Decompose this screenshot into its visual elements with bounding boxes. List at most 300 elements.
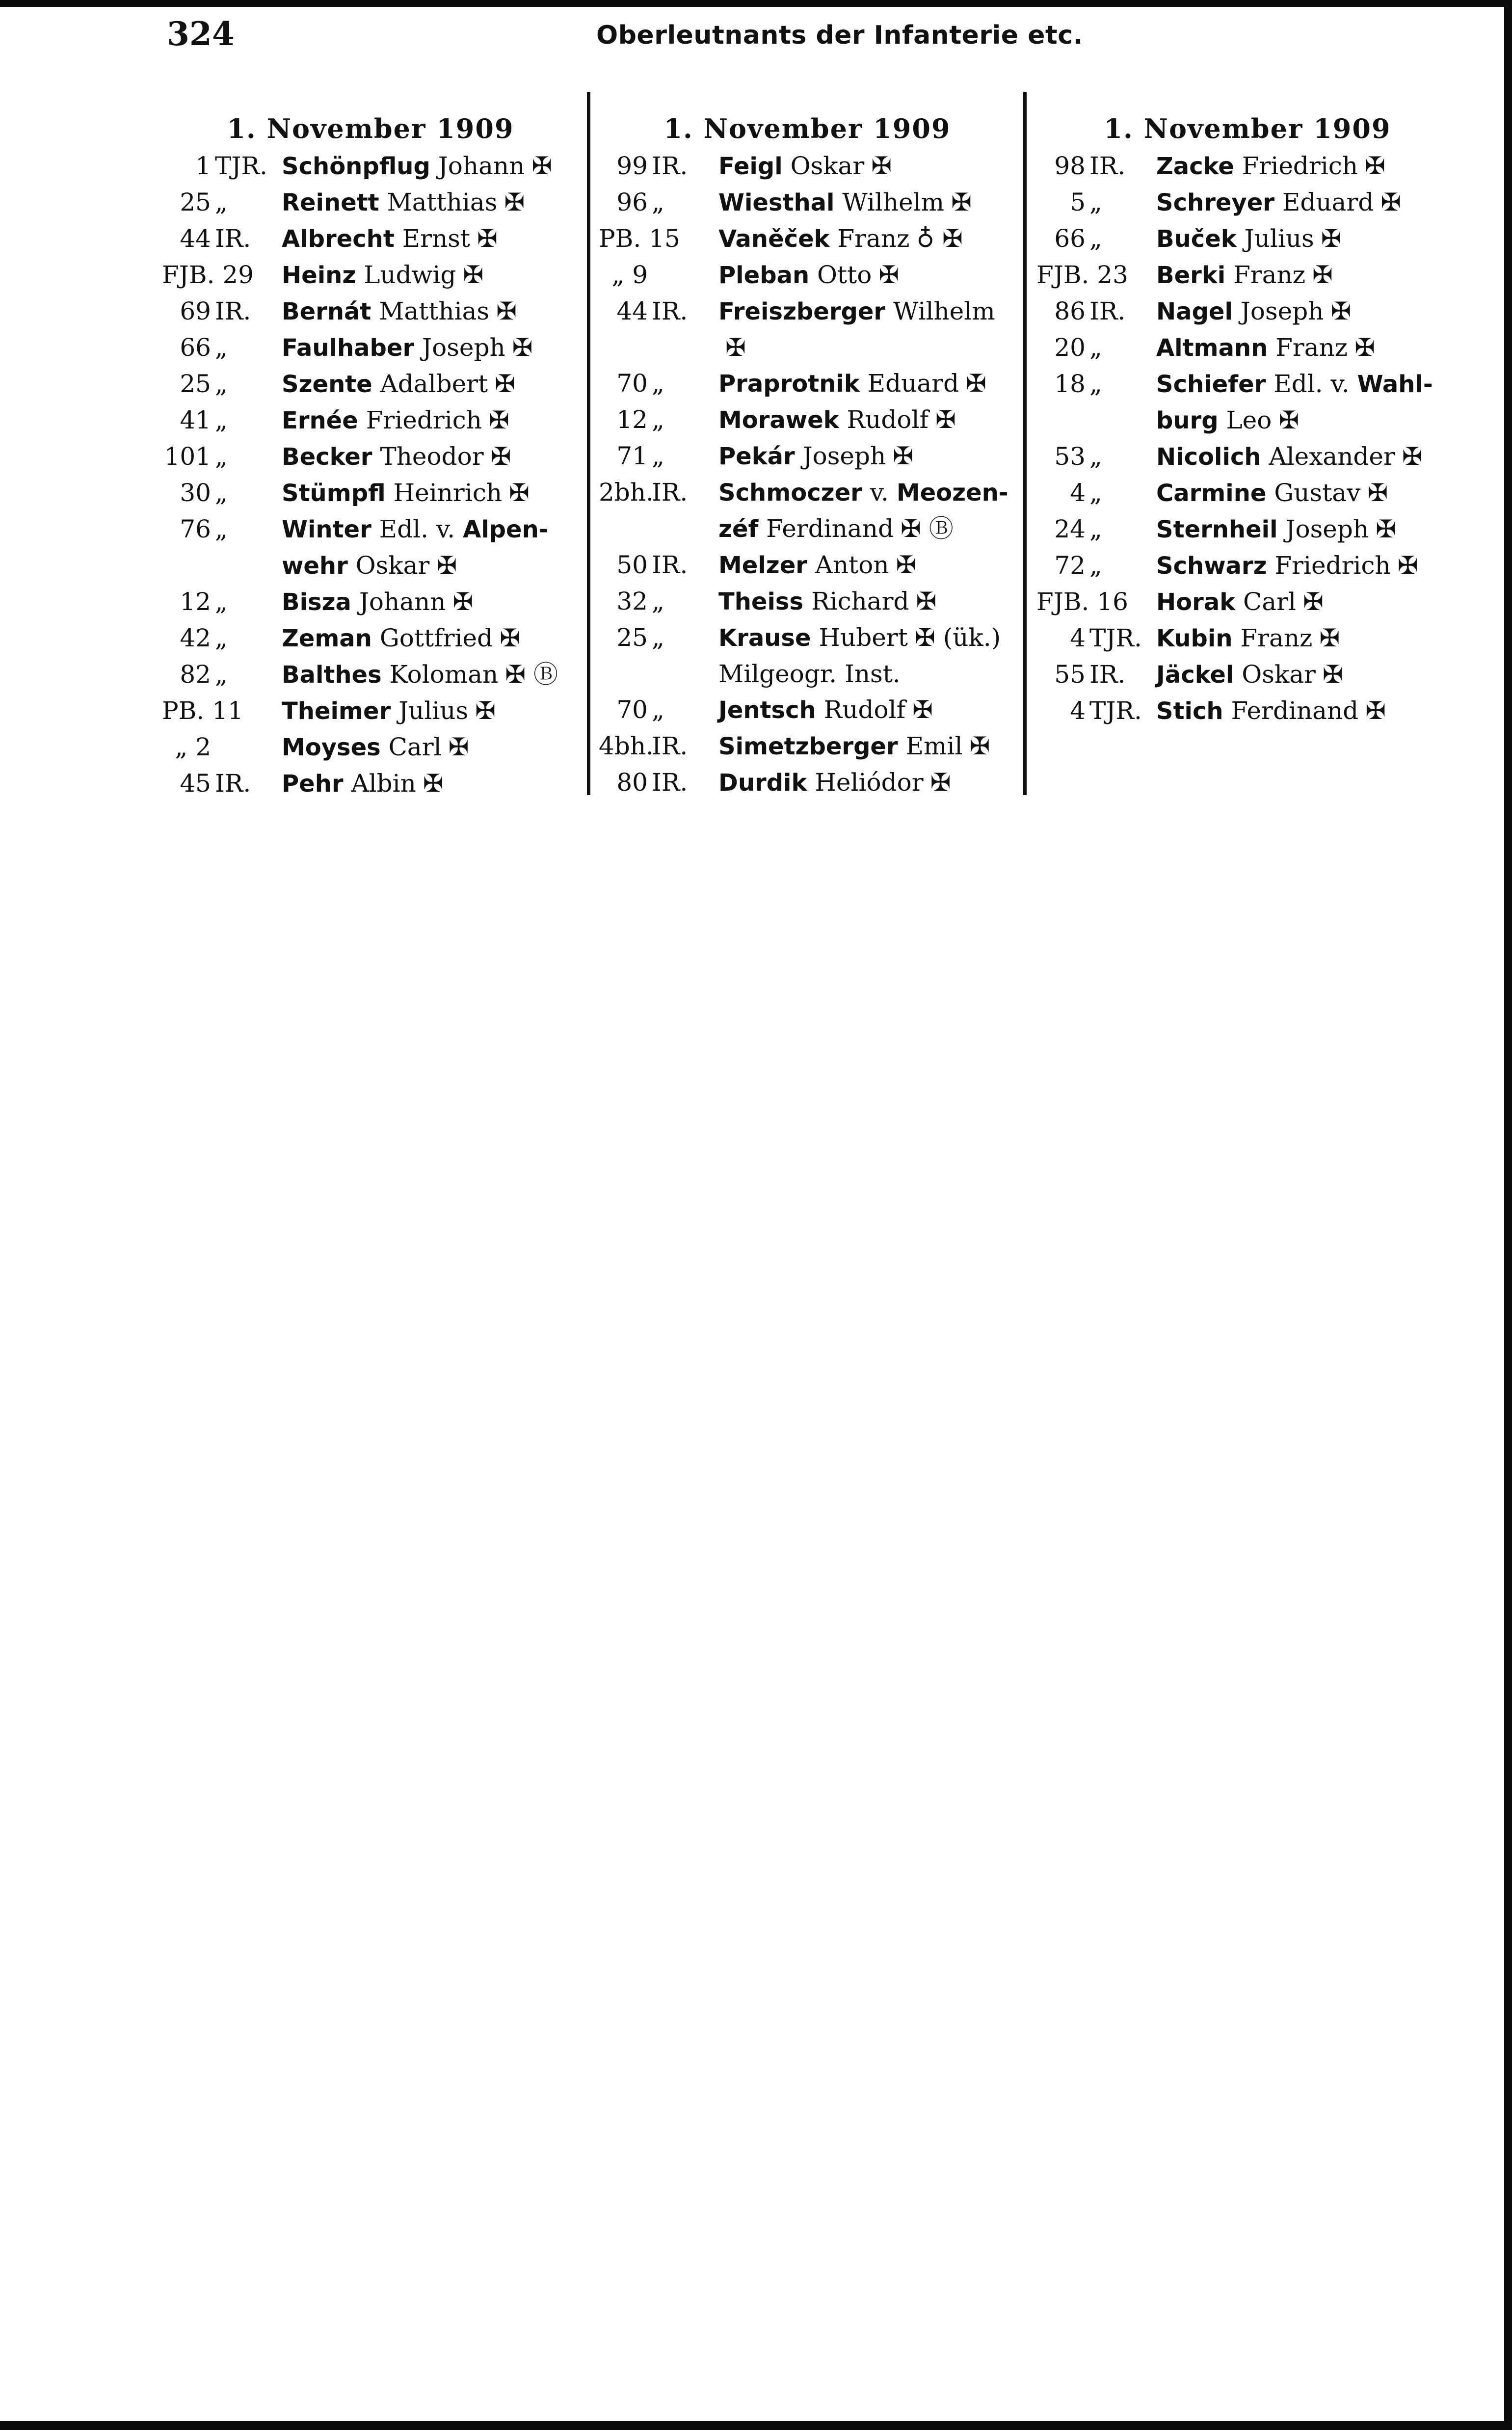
- officer-name: [282, 294, 579, 330]
- name-line: [718, 402, 1016, 438]
- officer-name: [282, 185, 579, 221]
- given-name: Theodor: [380, 442, 484, 471]
- surname: Faulhaber: [282, 334, 415, 362]
- column-divider: [1023, 92, 1027, 795]
- officer-name: [1156, 548, 1459, 584]
- name-line: [718, 511, 1016, 547]
- given-name: Matthias: [379, 297, 490, 325]
- officer-name: [282, 620, 579, 657]
- officer-name: [718, 221, 1016, 257]
- decoration-cross-icon: ✠: [871, 152, 892, 180]
- regiment-type: TJR.: [1089, 624, 1142, 652]
- given-name: Ludwig: [364, 261, 456, 289]
- decoration-cross-icon: ✠: [509, 479, 530, 507]
- decoration-cross-icon: ✠: [951, 188, 972, 216]
- name-line: [1156, 475, 1459, 511]
- decoration-cross-icon: ✠: [512, 333, 533, 362]
- decoration-cross-icon: ✠: [1402, 442, 1423, 471]
- name-line: [1156, 657, 1459, 693]
- decoration-cross-icon: ✠: [725, 333, 746, 362]
- officer-entry: [162, 330, 579, 366]
- regiment-number: PB. 15: [599, 224, 680, 253]
- given-name: Eduard: [1282, 188, 1374, 216]
- officer-entry: [162, 620, 579, 657]
- officer-entry: [162, 221, 579, 257]
- officer-name: [718, 257, 1016, 294]
- regiment-type: [652, 257, 715, 294]
- regiment-type: IR.: [1089, 152, 1126, 180]
- given-name: Eduard: [867, 369, 959, 398]
- officer-name: [282, 657, 579, 693]
- regiment-number: 72: [1054, 551, 1086, 580]
- given-name: Wilhelm: [893, 297, 995, 325]
- given-name: Milgeogr. Inst.: [718, 660, 901, 688]
- officer-name: [718, 475, 1016, 547]
- officer-entry: [162, 402, 579, 439]
- given-name: Oskar: [790, 152, 865, 180]
- regiment-number: 25: [180, 370, 211, 398]
- officer-name: [1156, 366, 1459, 439]
- decoration-cross-icon: ✠: [1330, 297, 1352, 325]
- regiment-number: 50: [616, 551, 648, 579]
- surname: Stümpfl: [282, 480, 386, 507]
- regiment-number: 30: [180, 479, 211, 507]
- regiment-number: 42: [180, 624, 211, 652]
- decoration-cross-icon: ✠: [1397, 551, 1418, 580]
- officer-name: [282, 439, 579, 475]
- name-line: [718, 728, 1016, 765]
- officer-name: [282, 729, 579, 766]
- decoration-cross-icon: ✠: [1278, 406, 1300, 434]
- name-line: [718, 692, 1016, 728]
- officer-name: [282, 366, 579, 402]
- surname: Bisza: [282, 588, 351, 616]
- officer-name: [1156, 620, 1459, 657]
- decoration-cross-icon: ✠: [490, 442, 511, 471]
- regiment-number: 70: [616, 695, 648, 724]
- officer-entry: [162, 766, 579, 802]
- name-line: [1156, 584, 1459, 620]
- name-line: [1156, 620, 1459, 657]
- name-line: [1156, 294, 1459, 330]
- regiment-number: 32: [616, 587, 648, 615]
- regiment-type: „: [1089, 188, 1102, 216]
- column-heading: 1. November 1909: [1104, 113, 1391, 144]
- name-line: [282, 366, 579, 402]
- surname: Krause: [718, 624, 811, 652]
- given-name: Oskar: [355, 551, 430, 580]
- name-line: [718, 148, 1016, 185]
- given-name: Ferdinand: [766, 514, 894, 543]
- given-name: Julius: [1244, 224, 1314, 253]
- regiment-number: „ 9: [611, 261, 648, 289]
- given-name: Gustav: [1274, 479, 1361, 507]
- decoration-cross-icon: ✠: [488, 406, 509, 434]
- given-name: v.: [870, 478, 889, 507]
- decoration-cross-icon: ✠: [1322, 660, 1343, 689]
- regiment-type: „: [1089, 224, 1102, 253]
- surname: Theiss: [718, 588, 804, 615]
- regiment-number: 12: [616, 405, 648, 434]
- officer-entry: [162, 475, 579, 511]
- regiment-number: 4: [1070, 696, 1086, 725]
- regiment-number: 4bh.: [599, 732, 654, 760]
- officer-entry: [599, 257, 1016, 294]
- officer-entry: [599, 584, 1016, 620]
- regiment-type: [215, 693, 278, 729]
- regiment-type: IR.: [652, 478, 688, 507]
- surname: Kubin: [1156, 625, 1233, 652]
- regiment-number: 69: [180, 297, 211, 325]
- officer-name: [718, 620, 1016, 692]
- decoration-cross-icon: ✠: [1319, 624, 1340, 652]
- officer-name: [718, 148, 1016, 185]
- given-name: Carl: [1243, 587, 1297, 616]
- regiment-type: [215, 729, 278, 766]
- name-line: [282, 766, 579, 802]
- surname: Feigl: [718, 153, 783, 180]
- surname: Ernée: [282, 407, 358, 434]
- regiment-number: FJB. 16: [1036, 587, 1128, 616]
- name-line: [718, 547, 1016, 584]
- scan-border-right: [1504, 0, 1512, 2430]
- given-name: Leo: [1226, 406, 1272, 434]
- surname: Pehr: [282, 770, 344, 798]
- given-name: Friedrich: [1242, 152, 1358, 180]
- officer-name: [718, 728, 1016, 765]
- surname: Bernát: [282, 298, 371, 325]
- decoration-cross-icon: ✠: [475, 696, 496, 725]
- officer-entry: [162, 439, 579, 475]
- officer-name: [718, 547, 1016, 584]
- given-name: Gottfried: [379, 624, 493, 652]
- surname: Horak: [1156, 588, 1236, 616]
- regiment-type: „: [1089, 442, 1102, 471]
- officer-name: [1156, 439, 1459, 475]
- given-name: Ernst: [402, 224, 471, 253]
- officer-name: [282, 221, 579, 257]
- officer-entry: [162, 257, 579, 294]
- regiment-number: PB. 11: [162, 696, 243, 725]
- given-name: Rudolf: [847, 405, 928, 434]
- surname: Morawek: [718, 406, 839, 434]
- name-line: [1156, 257, 1459, 294]
- surname: Zacke: [1156, 153, 1234, 180]
- surname: Simetzberger: [718, 733, 898, 760]
- officer-entry: [162, 294, 579, 330]
- given-name: Anton: [815, 551, 889, 579]
- regiment-type: „: [652, 369, 664, 398]
- given-name: Emil: [905, 732, 963, 760]
- officer-entry: [162, 693, 579, 729]
- officer-entry: [599, 728, 1016, 765]
- regiment-type: [652, 221, 715, 257]
- regiment-number: 101: [164, 442, 211, 471]
- decoration-cross-icon: ✠: [935, 405, 956, 434]
- name-line: [282, 402, 579, 439]
- surname: Jäckel: [1156, 661, 1234, 689]
- given-name: Koloman: [389, 660, 499, 689]
- decoration-cross-icon: ✠: [1367, 479, 1388, 507]
- surname: Nagel: [1156, 298, 1233, 325]
- officer-entry: [1036, 584, 1459, 620]
- given-name: Carl: [388, 733, 442, 761]
- regiment-number: 25: [180, 188, 211, 216]
- officer-name: [718, 692, 1016, 728]
- officer-name: [1156, 584, 1459, 620]
- decoration-cross-icon: ✠: [423, 769, 444, 798]
- given-name: Franz: [1233, 261, 1306, 289]
- column-divider: [587, 92, 590, 795]
- decoration-cross-icon: ✠: [878, 261, 900, 289]
- name-line: [718, 294, 1016, 330]
- name-line: [718, 656, 1016, 692]
- decoration-cross-icon: ✠: [916, 587, 937, 615]
- given-name: Johann: [438, 152, 525, 180]
- regiment-type: „: [215, 406, 228, 434]
- regiment-type: IR.: [652, 152, 688, 180]
- regiment-type: „: [652, 587, 664, 615]
- name-line: [282, 620, 579, 657]
- officer-entry: [162, 729, 579, 766]
- regiment-number: 82: [180, 660, 211, 689]
- officer-entry: [1036, 511, 1459, 548]
- officer-entry: [599, 185, 1016, 221]
- regiment-number: 41: [180, 406, 211, 434]
- name-line: [1156, 511, 1459, 548]
- decoration-cross-icon: ✠: [1354, 333, 1376, 362]
- officer-name: [282, 257, 579, 294]
- officer-name: [718, 438, 1016, 475]
- surname: Carmine: [1156, 480, 1267, 507]
- given-name: (ük.): [943, 623, 1001, 652]
- regiment-number: 55: [1054, 660, 1086, 689]
- running-title: Oberleutnants der Infanterie etc.: [596, 21, 1083, 50]
- name-line: [1156, 366, 1459, 402]
- given-name: Friedrich: [366, 406, 482, 434]
- name-line: [282, 185, 579, 221]
- officer-entry: [1036, 366, 1459, 439]
- officer-name: [1156, 511, 1459, 548]
- surname: Theimer: [282, 697, 391, 725]
- officer-entry: [1036, 439, 1459, 475]
- surname: wehr: [282, 552, 348, 580]
- name-line: [1156, 548, 1459, 584]
- surname: Pleban: [718, 262, 810, 289]
- given-name: Franz: [837, 224, 910, 253]
- name-line: [282, 439, 579, 475]
- regiment-type: IR.: [215, 297, 251, 325]
- officer-name: [282, 475, 579, 511]
- regiment-number: 45: [180, 769, 211, 798]
- name-line: [282, 729, 579, 766]
- decoration-cross-icon: ✠: [912, 695, 933, 724]
- officer-entry: [599, 402, 1016, 438]
- surname: Winter: [282, 516, 371, 543]
- officer-entry: [1036, 657, 1459, 693]
- surname: Pekár: [718, 443, 795, 470]
- decoration-cross-icon: ✠: [436, 551, 457, 580]
- officer-name: [718, 584, 1016, 620]
- regiment-type: TJR.: [1089, 696, 1142, 725]
- decoration-cross-icon: ✠: [1312, 261, 1333, 289]
- name-line: [718, 330, 1016, 366]
- given-name: Rudolf: [823, 695, 906, 724]
- surname: Wiesthal: [718, 189, 835, 216]
- officer-name: [282, 511, 579, 584]
- regiment-number: 70: [616, 369, 648, 398]
- given-name: Joseph: [1285, 515, 1369, 543]
- regiment-number: 53: [1054, 442, 1086, 471]
- name-line: [718, 257, 1016, 294]
- regiment-number: 5: [1070, 188, 1086, 216]
- officer-name: [282, 584, 579, 620]
- name-line: [1156, 330, 1459, 366]
- decoration-cross-icon: ✠: [1303, 587, 1324, 616]
- regiment-number: 2bh.: [599, 478, 654, 507]
- surname: Meozen-: [896, 479, 1008, 507]
- decoration-cross-icon: ✠: [966, 369, 986, 398]
- regiment-type: „: [1089, 551, 1102, 580]
- decoration-cross-icon: ✠: [896, 551, 917, 579]
- given-name: Heinrich: [393, 479, 503, 507]
- officer-entry: [1036, 548, 1459, 584]
- surname: Zeman: [282, 625, 372, 652]
- column-3: [1036, 109, 1459, 729]
- regiment-number: „ 2: [175, 733, 211, 761]
- officer-name: [718, 402, 1016, 438]
- officer-name: [1156, 330, 1459, 366]
- decoration-cross-icon: ✠: [893, 442, 914, 470]
- surname: zéf: [718, 515, 759, 543]
- regiment-number: 71: [616, 442, 648, 470]
- officer-entry: [599, 148, 1016, 185]
- surname: Vaněček: [718, 225, 830, 253]
- name-line: [282, 221, 579, 257]
- name-line: [282, 148, 579, 185]
- decoration-cross-icon: ✠: [448, 733, 469, 761]
- name-line: [282, 330, 579, 366]
- officer-entry: [599, 438, 1016, 475]
- regiment-type: IR.: [652, 297, 688, 325]
- regiment-number: 20: [1054, 333, 1086, 362]
- officer-entry: [1036, 620, 1459, 657]
- name-line: [282, 475, 579, 511]
- officer-entry: [162, 366, 579, 402]
- regiment-number: 80: [616, 768, 648, 797]
- surname: Durdik: [718, 769, 807, 797]
- officer-entry: [162, 657, 579, 693]
- regiment-number: 4: [1070, 624, 1086, 652]
- decoration-cross-icon: ✠: [504, 188, 525, 216]
- officer-name: [1156, 257, 1459, 294]
- name-line: [718, 765, 1016, 801]
- regiment-type: „: [1089, 370, 1102, 398]
- regiment-type: „: [215, 188, 228, 216]
- name-line: [718, 185, 1016, 221]
- decoration-cross-icon: ✠: [1321, 224, 1342, 253]
- decoration-cross-icon: ✠: [496, 297, 517, 325]
- decoration-cross-icon: ✠: [531, 152, 553, 180]
- name-line: [718, 475, 1016, 511]
- regiment-type: IR.: [652, 551, 688, 579]
- name-line: [282, 657, 579, 693]
- name-line: [718, 620, 1016, 656]
- given-name: Wilhelm: [842, 188, 945, 216]
- entry-list: [162, 148, 579, 802]
- name-line: [1156, 221, 1459, 257]
- name-line: [282, 584, 579, 620]
- surname: Balthes: [282, 661, 382, 689]
- column-2: [599, 109, 1016, 801]
- officer-name: [1156, 185, 1459, 221]
- officer-name: [1156, 148, 1459, 185]
- officer-entry: [1036, 294, 1459, 330]
- officer-name: [1156, 475, 1459, 511]
- officer-name: [282, 330, 579, 366]
- name-line: [1156, 693, 1459, 729]
- surname: Schiefer: [1156, 371, 1266, 398]
- decoration-cross-icon: ✠: [477, 224, 498, 253]
- officer-name: [282, 148, 579, 185]
- entry-list: [1036, 148, 1459, 729]
- entry-list: [599, 148, 1016, 801]
- surname: Schmoczer: [718, 479, 862, 507]
- surname: Jentsch: [718, 696, 816, 724]
- officer-entry: [1036, 693, 1459, 729]
- regiment-type: IR.: [215, 224, 251, 253]
- regiment-number: 44: [616, 297, 648, 325]
- regiment-type: „: [215, 624, 228, 652]
- given-name: Edl. v.: [1273, 370, 1350, 398]
- regiment-type: IR.: [215, 769, 251, 798]
- surname: Freiszberger: [718, 298, 886, 325]
- decoration-cross-icon: ✠: [495, 370, 516, 398]
- name-line: [282, 693, 579, 729]
- officer-entry: [599, 765, 1016, 801]
- officer-name: [282, 402, 579, 439]
- regiment-number: FJB. 23: [1036, 261, 1128, 289]
- officer-entry: [1036, 185, 1459, 221]
- regiment-number: 86: [1054, 297, 1086, 325]
- name-line: [718, 438, 1016, 475]
- regiment-type: „: [215, 660, 228, 689]
- regiment-type: „: [1089, 333, 1102, 362]
- regiment-type: [1089, 257, 1152, 294]
- regiment-type: „: [215, 479, 228, 507]
- name-line: [282, 257, 579, 294]
- officer-entry: [162, 511, 579, 584]
- given-name: Heliódor: [815, 768, 924, 797]
- regiment-type: „: [652, 442, 664, 470]
- officer-name: [718, 765, 1016, 801]
- name-line: [718, 584, 1016, 620]
- regiment-number: FJB. 29: [162, 261, 254, 289]
- regiment-type: „: [1089, 515, 1102, 543]
- given-name: Ferdinand: [1231, 696, 1359, 725]
- surname: Alpen-: [463, 516, 549, 543]
- regiment-type: „: [652, 695, 664, 724]
- officer-name: [1156, 657, 1459, 693]
- regiment-type: „: [215, 370, 228, 398]
- scan-border-top: [0, 0, 1512, 7]
- regiment-type: IR.: [1089, 297, 1126, 325]
- officer-entry: [1036, 475, 1459, 511]
- surname: Stich: [1156, 697, 1223, 725]
- decoration-cross-icon: ✠ Ⓑ: [505, 660, 558, 689]
- regiment-type: „: [652, 405, 664, 434]
- officer-entry: [1036, 221, 1459, 257]
